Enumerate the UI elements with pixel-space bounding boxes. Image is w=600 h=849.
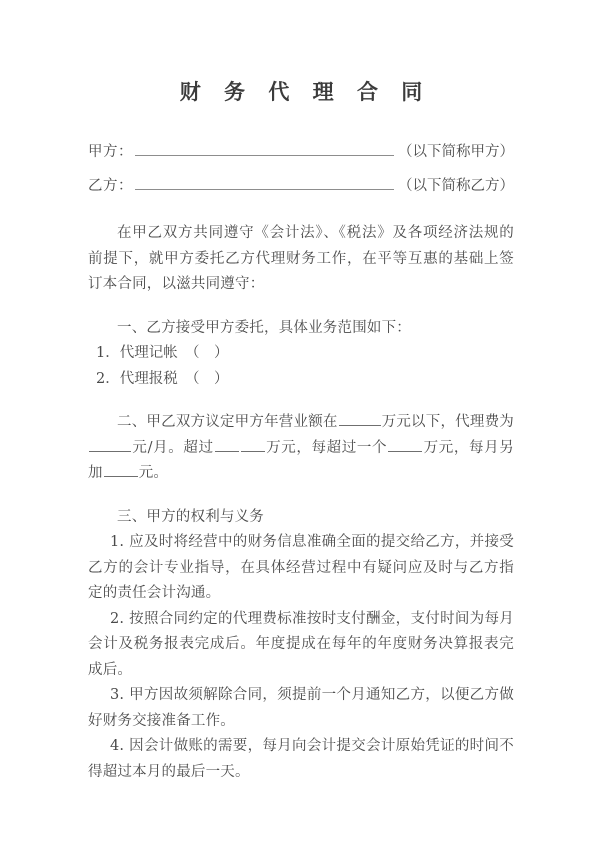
section-two-paragraph	[88, 410, 514, 487]
section-three-item: 4. 因会计做账的需要，每月向会计提交会计原始凭证的时间不得超过本月的最后一天。	[88, 738, 514, 780]
page-title: 财 务 代 理 合 同	[179, 79, 431, 104]
section-three-item: 2. 按照合同约定的代理费标准按时支付酬金，支付时间为每月会计及税务报表完成后。年度提成在每年的年度财务决算报表完成后。	[88, 610, 514, 678]
spacer-section-two	[88, 392, 514, 410]
list-item: 2．代理报税 （ ）	[96, 370, 229, 387]
spacer-section-one	[88, 298, 514, 316]
party-row-first	[88, 135, 514, 169]
party-block	[88, 135, 514, 203]
blank-annual-turnover[interactable]	[339, 412, 381, 426]
party-label-second: 乙方：	[88, 178, 133, 195]
party-fill-line-first[interactable]	[135, 140, 394, 156]
blank-exceed-amount-a[interactable]	[215, 438, 239, 452]
document-content	[88, 0, 514, 785]
list-item: 1．代理记帐 （ ）	[96, 345, 229, 362]
section-one-heading: 一、乙方接受甲方委托，具体业务范围如下：	[117, 319, 411, 336]
blank-per-increment[interactable]	[388, 438, 422, 452]
party-row-second	[88, 169, 514, 203]
section-two-text-part-2: 万元以下，代理费为	[381, 414, 514, 431]
section-two-text-part-1: 二、甲乙双方议定甲方年营业额在	[117, 414, 338, 431]
blank-exceed-amount-b[interactable]	[241, 438, 265, 452]
blank-monthly-fee[interactable]	[89, 438, 131, 452]
section-two-text-part-5: 万元，每超过一个	[265, 439, 388, 456]
spacer-section-three	[88, 487, 514, 505]
party-fill-line-second[interactable]	[135, 174, 394, 190]
section-two-text-part-7: 元。	[138, 465, 169, 482]
section-three-item: 1. 应及时将经营中的财务信息准确全面的提交给乙方，并接受乙方的会计专业指导，在具体经营过程中有疑问应及时与乙方指定的责任会计沟通。	[88, 534, 514, 602]
party-label-first: 甲方：	[88, 144, 133, 161]
preamble-paragraph: 在甲乙双方共同遵守《会计法》、《税法》及各项经济法规的前提下，就甲方委托乙方代理财务工作，在平等互惠的基础上签订本合同，以滋共同遵守：	[88, 225, 514, 293]
party-suffix-second: （以下简称乙方）	[398, 178, 514, 195]
blank-additional-fee[interactable]	[104, 463, 138, 477]
section-three-item: 3. 甲方因故须解除合同，须提前一个月通知乙方，以便乙方做好财务交接准备工作。	[88, 687, 514, 729]
party-suffix-first: （以下简称甲方）	[398, 144, 514, 161]
section-two-text-part-6: 万元，每月另加	[88, 439, 514, 482]
section-two-text-part-3: 元/月。超过	[132, 439, 214, 456]
section-three-heading: 三、甲方的权利与义务	[117, 508, 264, 525]
spacer-preamble	[88, 203, 514, 221]
